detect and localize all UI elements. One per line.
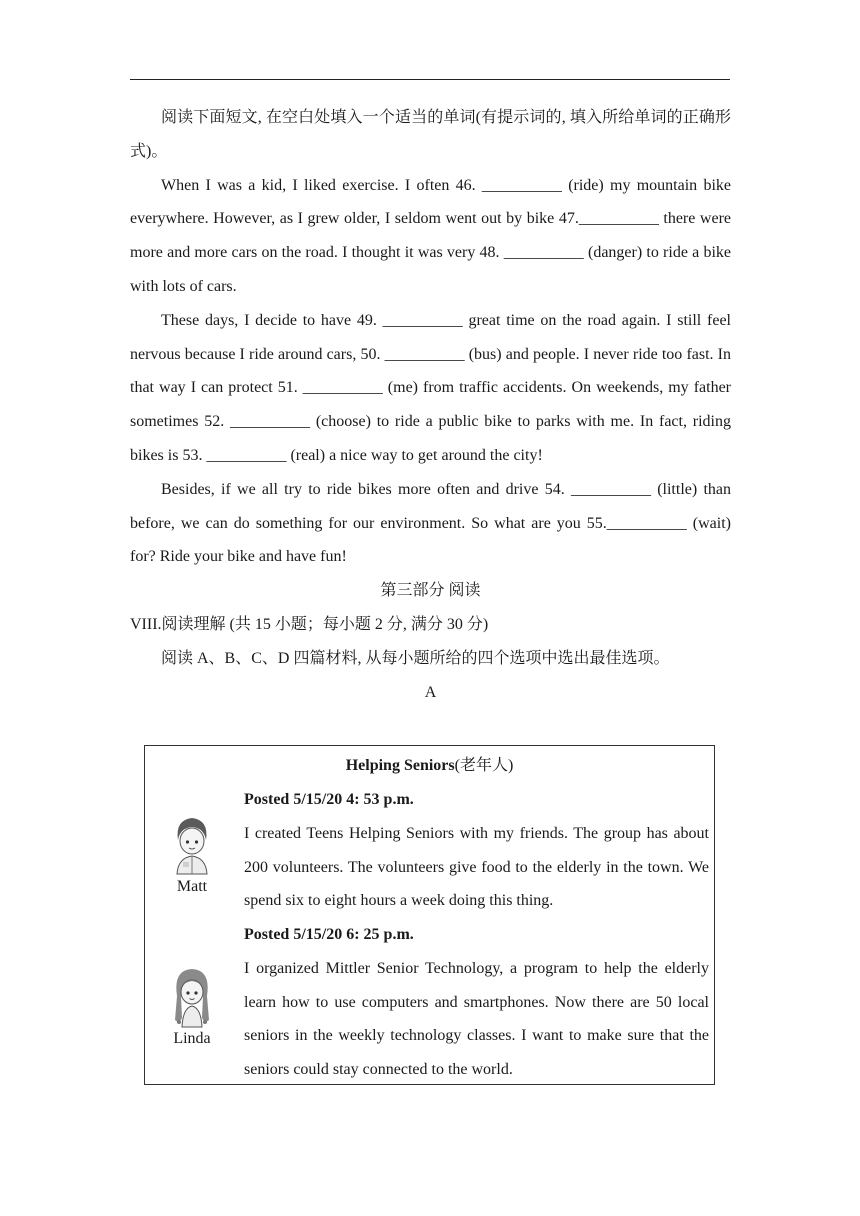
matt-profile (161, 814, 223, 896)
section-instruction: 阅读 A、B、C、D 四篇材料, 从每小题所给的四个选项中选出最佳选项。 (161, 649, 670, 667)
passage-label: A (424, 683, 437, 701)
cloze-paragraph-1: When I was a kid, I liked exercise. I often 46. __________ (ride) my mountain bike everywhere. However, as I grew older, I seldom went out by bike 47.__________ there were more and more cars on the road. I thought it was very 48. __________ (danger) to ride a bike with lots of cars. (130, 176, 731, 295)
post-matt-header: Posted 5/15/20 4: 53 p.m. (244, 791, 414, 808)
matt-name: Matt (176, 878, 208, 895)
boy-avatar-icon (169, 814, 215, 876)
cloze-instruction: 阅读下面短文, 在空白处填入一个适当的单词(有提示词的, 填入所给单词的正确形式)。 (130, 109, 731, 160)
linda-name: Linda (173, 1030, 211, 1047)
box-title-text: Helping Seniors (345, 757, 455, 774)
girl-avatar-icon (169, 966, 215, 1028)
part-heading: 第三部分 阅读 (380, 582, 481, 600)
post-matt-text: I created Teens Helping Seniors with my friends. The group has about 200 volunteers. The volunteers give food to the elderly in the town. We spend six to eight hours a week doing this thing. (244, 824, 709, 910)
cloze-paragraph-3: Besides, if we all try to ride bikes more often and drive 54. __________ (little) than before, we can do something for our environment. So what are you 55.__________ (wait) for? Ride your bike and have fun! (130, 480, 731, 566)
post-linda (244, 918, 709, 1087)
document-body (130, 101, 731, 709)
linda-profile (161, 966, 223, 1048)
top-rule (130, 79, 730, 80)
post-linda-text: I organized Mittler Senior Technology, a program to help the elderly learn how to use computers and smartphones. Now there are 50 local seniors in the weekly technology classes. I want to make sure that the seniors could stay connected to the world. (244, 959, 709, 1079)
section-heading: VIII.阅读理解 (共 15 小题；每小题 2 分, 满分 30 分) (130, 615, 489, 633)
passage-a-box (144, 745, 715, 1085)
box-title-note: (老年人) (454, 757, 514, 774)
post-matt (244, 783, 709, 918)
box-title (145, 752, 714, 780)
cloze-paragraph-2: These days, I decide to have 49. __________ great time on the road again. I still feel nervous because I ride around cars, 50. __________ (bus) and people. I never ride too fast. In that way I can protect 51. __________ (me) from traffic accidents. On weekends, my father sometimes 52. __________ (choose) to ride a public bike to parks with me. In fact, riding bikes is 53. __________ (real) a nice way to get around the city! (130, 311, 731, 464)
post-linda-header: Posted 5/15/20 6: 25 p.m. (244, 926, 414, 943)
